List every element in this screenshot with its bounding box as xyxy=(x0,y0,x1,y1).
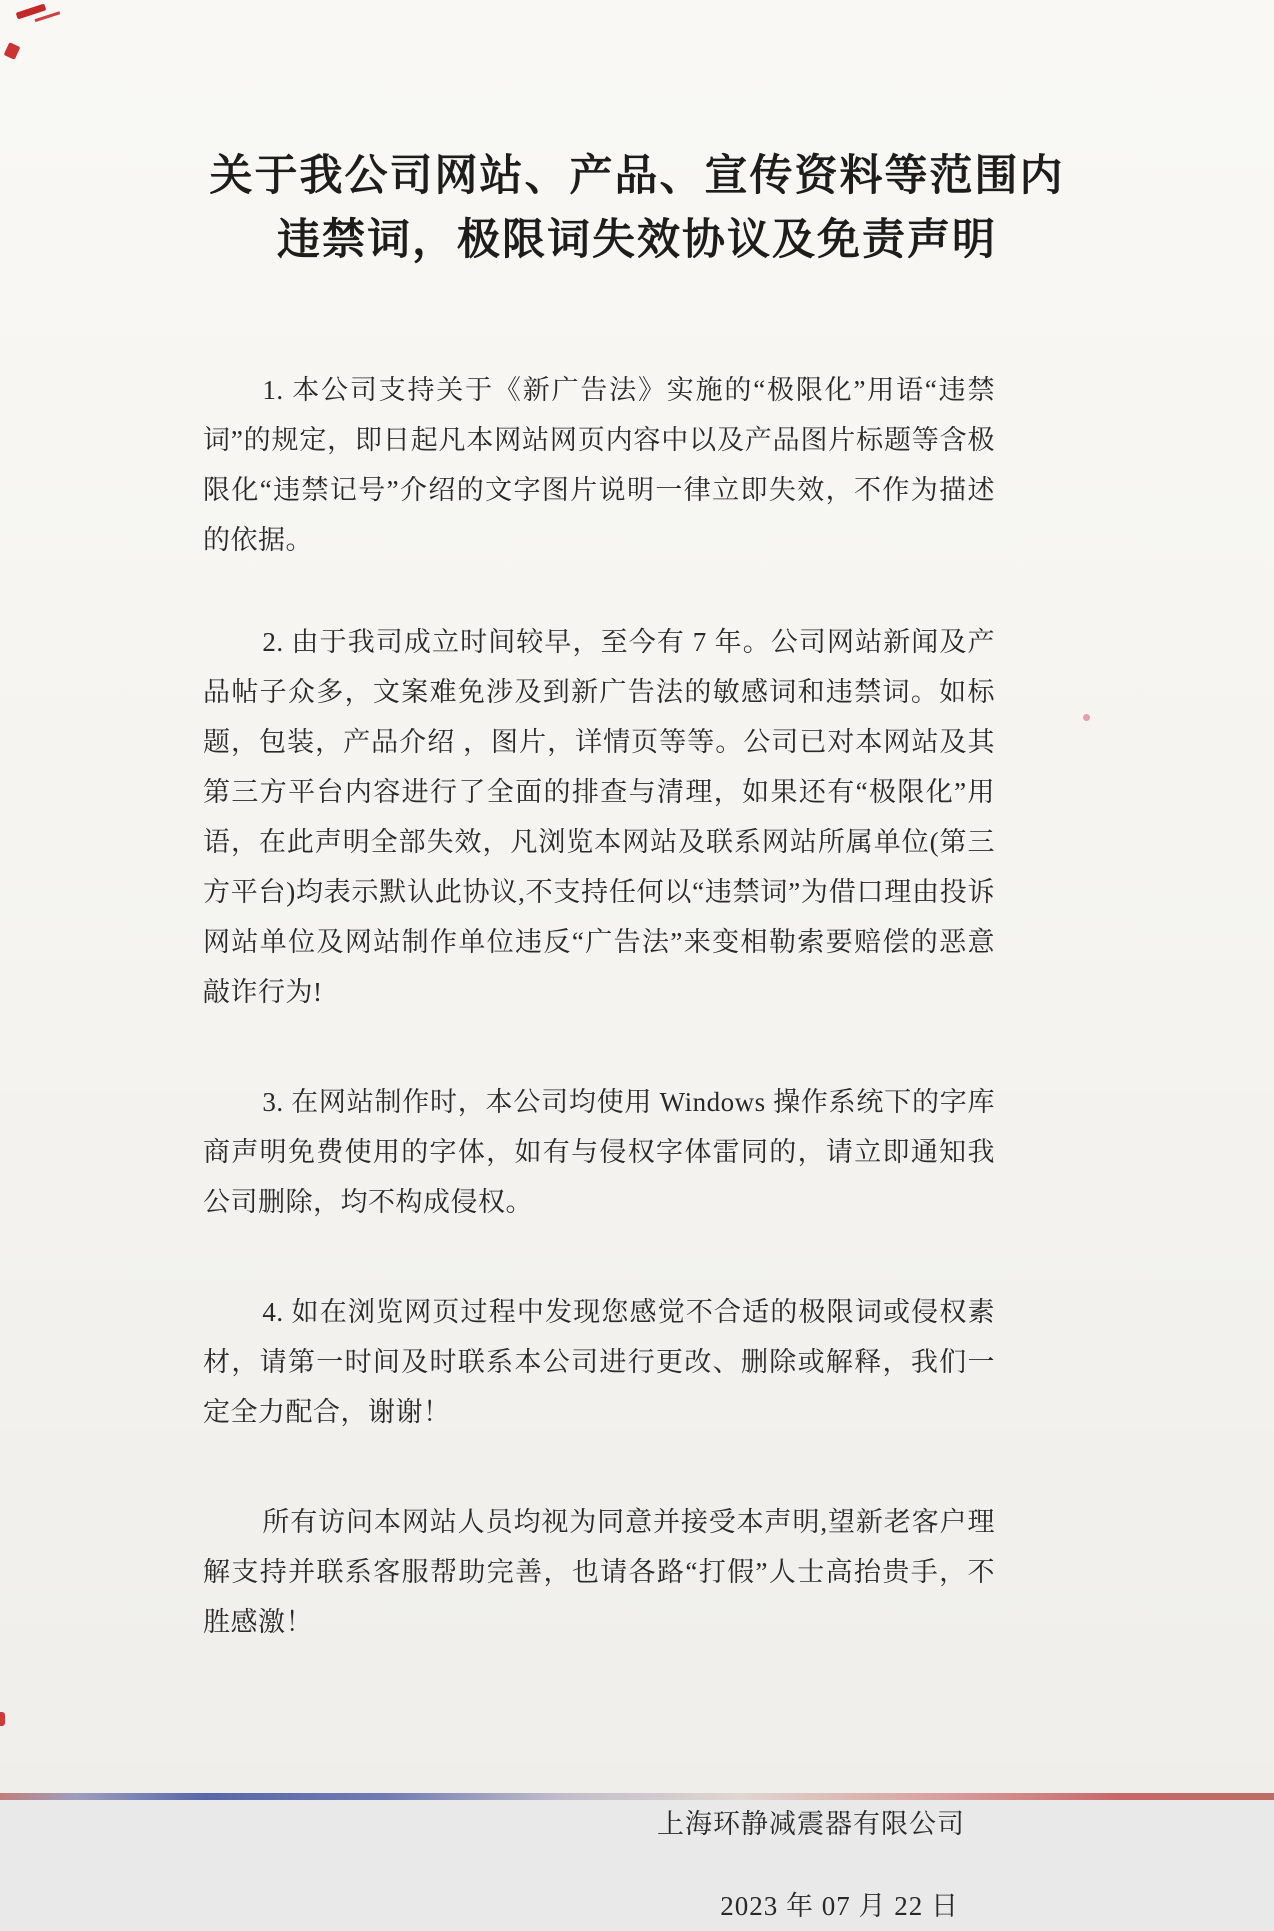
document-title-line-2: 违禁词，极限词失效协议及免责声明 xyxy=(277,217,997,264)
document-date: 2023 年 07 月 22 日 xyxy=(720,1891,959,1921)
paragraph-3: 3. 在网站制作时，本公司均使用 Windows 操作系统下的字库商声明免费使用的字体，如有与侵权字体雷同的，请立即通知我公司删除，均不构成侵权。 xyxy=(203,1087,995,1217)
company-signature: 上海环静减震器有限公司 xyxy=(657,1809,965,1839)
paragraph-1: 1. 本公司支持关于《新广告法》实施的“极限化”用语“违禁词”的规定，即日起凡本网站网页内容中以及产品图片标题等含极限化“违禁记号”介绍的文字图片说明一律立即失效，不作为描述的依据。 xyxy=(203,375,995,555)
document-title xyxy=(0,0,1274,273)
paragraph-4: 4. 如在浏览网页过程中发现您感觉不合适的极限词或侵权素材，请第一时间及时联系本公司进行更改、删除或解释，我们一定全力配合，谢谢！ xyxy=(203,1297,995,1427)
document-title-line-1: 关于我公司网站、产品、宣传资料等范围内 xyxy=(209,153,1065,200)
paragraph-2: 2. 由于我司成立时间较早，至今有 7 年。公司网站新闻及产品帖子众多，文案难免涉及到新广告法的敏感词和违禁词。如标题，包装，产品介绍 ，图片，详情页等等。公司已对本网站及其第三方平台内容进行了全面的排查与清理，如果还有“极限化”用语，在此声明全部失效，凡浏览本网站及联系网站所属单位(第三方平台)均表示默认此协议,不支持任何以“违禁词”为借口理由投诉网站单位及网站制作单位违反“广告法”来变相勒索要赔偿的恶意敲诈行为! xyxy=(203,627,995,1007)
scan-artifact-pink-speck-right xyxy=(1083,714,1090,721)
document-body xyxy=(203,365,995,1931)
closing-paragraph: 所有访问本网站人员均视为同意并接受本声明,望新老客户理解支持并联系客服帮助完善，也请各路“打假”人士高抬贵手，不胜感激！ xyxy=(203,1507,995,1637)
scan-artifact-red-edge-bottom-left xyxy=(0,1712,5,1726)
